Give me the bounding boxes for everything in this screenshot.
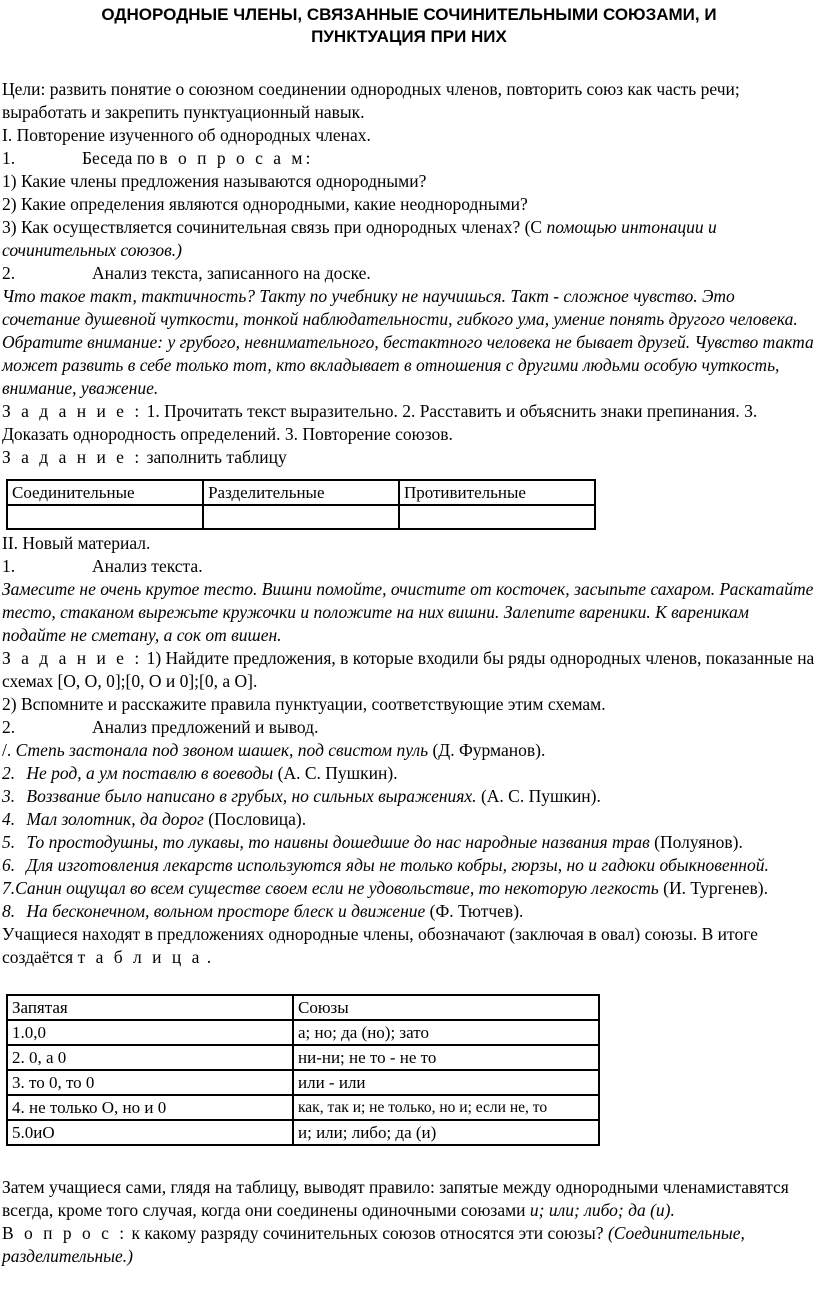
sentence-1 [2, 739, 816, 762]
table-cell: 3. то 0, то 0 [7, 1070, 293, 1095]
table-row [7, 1045, 599, 1070]
students-end: . [202, 947, 212, 967]
sentence-source: (И. Тургенев). [658, 878, 768, 898]
sentence-number: 7. [2, 878, 16, 898]
task-1 [2, 400, 816, 446]
sentence-text: Не род, а ум поставлю в воеводы [26, 763, 274, 783]
table-row [7, 1120, 599, 1145]
task-text: 1. Прочитать текст выразительно. 2. Расставить и объяснить знаки препинания. 3. Доказать однородность определений. 3. Повторение союзов. [2, 401, 758, 444]
table-row [7, 1020, 599, 1045]
item-number: 2. [2, 717, 16, 737]
sentence-text: Степь застонала под звоном шашек, под свистом пуль [11, 740, 429, 760]
sentence-source: (Пословица). [203, 809, 307, 829]
spaced-word: т а б л и ц а [77, 947, 203, 967]
question-3 [2, 216, 816, 262]
board-text-2: Обратите внимание: у грубого, невнимательного, бестактного человека не бывает друзей. Чувство такта может развить в себе только тот, кто вкладывает в отношения с другими людьми особую чуткость, внимание, уважение. [2, 332, 814, 398]
goals-paragraph: Цели: развить понятие о союзном соединении однородных членов, повторить союз как часть речи; выработать и закрепить пунктуационный навык. [2, 79, 740, 122]
item-text: Беседа по [82, 148, 155, 168]
table-row [7, 505, 595, 529]
students-paragraph [2, 923, 816, 969]
item-number: 2. [2, 263, 16, 283]
sentence-4 [2, 808, 816, 831]
sentence-source: (Д. Фурманов). [428, 740, 546, 760]
conclusion-text: Затем учащиеся сами, глядя на таблицу, выводят правило: запятые между однородными членамиставятся всегда, кроме того случая, когда они соединены одиночными союзами [2, 1177, 789, 1220]
task-word: З а д а н и е : [2, 447, 143, 467]
question-answer: (Соединительные, разделительные.) [2, 1223, 745, 1266]
task-word: З а д а н и е : [2, 401, 143, 421]
sentence-text: То простодушны, то лукавы, то наивны дошедшие до нас народные названия трав [26, 832, 650, 852]
recipe-text: Замесите не очень крутое тесто. Вишни помойте, очистите от косточек, засыпьте сахаром. Раскатайте тесто, стаканом вырежьте кружочки и положите на них вишни. Залепите вареники. К вареникам подайте не сметану, а сок от вишен. [2, 579, 814, 645]
sentence-8 [2, 900, 816, 923]
table-cell: и; или; либо; да (и) [293, 1120, 599, 1145]
table-cell: 1.0,0 [7, 1020, 293, 1045]
item-1 [2, 147, 816, 170]
table-header: Разделительные [203, 480, 399, 505]
table-cell: 4. не только О, но и 0 [7, 1095, 293, 1120]
task-word: З а д а н и е : [2, 648, 143, 668]
table-cell: или - или [293, 1070, 599, 1095]
sentence-3 [2, 785, 816, 808]
sentence-number: /. [2, 740, 12, 760]
sentence-6 [2, 854, 816, 877]
sentence-source: (Полуянов). [649, 832, 743, 852]
sentence-7 [2, 877, 816, 900]
item-number: 1. [2, 556, 16, 576]
sentence-number: 2. [2, 763, 16, 783]
sentence-text: На бесконечном, вольном просторе блеск и движение [26, 901, 426, 921]
question-1: 1) Какие члены предложения называются однородными? [2, 171, 427, 191]
section-heading-1: I. Повторение изученного об однородных членах. [2, 125, 371, 145]
sentence-number: 6. [2, 855, 16, 875]
table-cell: как, так и; не только, но и; если не, то [293, 1095, 599, 1120]
sentence-text: Санин ощущал во всем существе своем если не удовольствие, то некоторую легкость [15, 878, 659, 898]
question-paragraph [2, 1222, 816, 1268]
item-colon: : [305, 148, 311, 168]
conclusion-paragraph [2, 1176, 816, 1222]
table-header: Союзы [293, 995, 599, 1020]
table-cell [7, 505, 203, 529]
sentence-number: 3. [2, 786, 16, 806]
item-text: Анализ текста. [92, 556, 203, 576]
table-row [7, 1070, 599, 1095]
item-text: Анализ текста, записанного на доске. [92, 263, 371, 283]
question-3-text: 3) Как осуществляется сочинительная связь при однородных членах? (С [2, 217, 543, 237]
question-word: В о п р о с : [2, 1223, 128, 1243]
task-3b: 2) Вспомните и расскажите правила пунктуации, соответствующие этим схемам. [2, 694, 606, 714]
item-2 [2, 262, 816, 285]
task-2 [2, 446, 816, 469]
table-row [7, 1095, 599, 1120]
sentence-number: 8. [2, 901, 16, 921]
conjunction-table [6, 479, 596, 530]
sentence-text: Воззвание было написано в грубых, но сильных выражениях. [26, 786, 477, 806]
item-4 [2, 716, 816, 739]
students-text: Учащиеся находят в предложениях однородные члены, обозначают (заключая в овал) союзы. В итоге создаётся [2, 924, 758, 967]
spaced-word: в о п р о с а м [159, 148, 306, 168]
punctuation-table [6, 994, 600, 1146]
table-cell [399, 505, 595, 529]
question-2: 2) Какие определения являются однородными, какие неоднородными? [2, 194, 528, 214]
question-text: к какому разряду сочинительных союзов относятся эти союзы? [127, 1223, 604, 1243]
task-text: заполнить таблицу [142, 447, 287, 467]
sentence-source: (А. С. Пушкин). [476, 786, 601, 806]
table-cell: 2. 0, а 0 [7, 1045, 293, 1070]
table-cell [203, 505, 399, 529]
sentence-text: Для изготовления лекарств используются яды не только кобры, гюрзы, но и гадюки обыкновенной. [26, 855, 769, 875]
table-header: Запятая [7, 995, 293, 1020]
sentence-text: Мал золотник, да дорог [26, 809, 204, 829]
item-number: 1. [2, 148, 16, 168]
sentence-number: 4. [2, 809, 16, 829]
table-cell: 5.0иО [7, 1120, 293, 1145]
board-text-1: Что такое такт, тактичность? Такту по учебнику не научишься. Такт - сложное чувство. Это сочетание душевной чуткости, тонкой наблюдательности, гибкого ума, умение понять другого человека. [2, 286, 798, 329]
sentence-source: (А. С. Пушкин). [273, 763, 398, 783]
table-cell: а; но; да (но); зато [293, 1020, 599, 1045]
table-row [7, 480, 595, 505]
page-title: ОДНОРОДНЫЕ ЧЛЕНЫ, СВЯЗАННЫЕ СОЧИНИТЕЛЬНЫМИ СОЮЗАМИ, И ПУНКТУАЦИЯ ПРИ НИХ [101, 5, 717, 46]
table-cell: ни-ни; не то - не то [293, 1045, 599, 1070]
sentence-2 [2, 762, 816, 785]
sentence-5 [2, 831, 816, 854]
conclusion-conjunctions: и; или; либо; да (и). [525, 1200, 675, 1220]
question-3-answer: помощью интонации и сочинительных союзов.) [2, 217, 717, 260]
task-3 [2, 647, 816, 693]
table-header: Противительные [399, 480, 595, 505]
item-text: Анализ предложений и вывод. [92, 717, 319, 737]
sentence-number: 5. [2, 832, 16, 852]
sentence-source: (Ф. Тютчев). [425, 901, 524, 921]
task-text: 1) Найдите предложения, в которые входили бы ряды однородных членов, показанные на схемах [О, О, 0];[0, О и 0];[0, а О]. [2, 648, 815, 691]
item-3 [2, 555, 816, 578]
table-row [7, 995, 599, 1020]
section-heading-2: II. Новый материал. [2, 533, 151, 553]
table-header: Соединительные [7, 480, 203, 505]
